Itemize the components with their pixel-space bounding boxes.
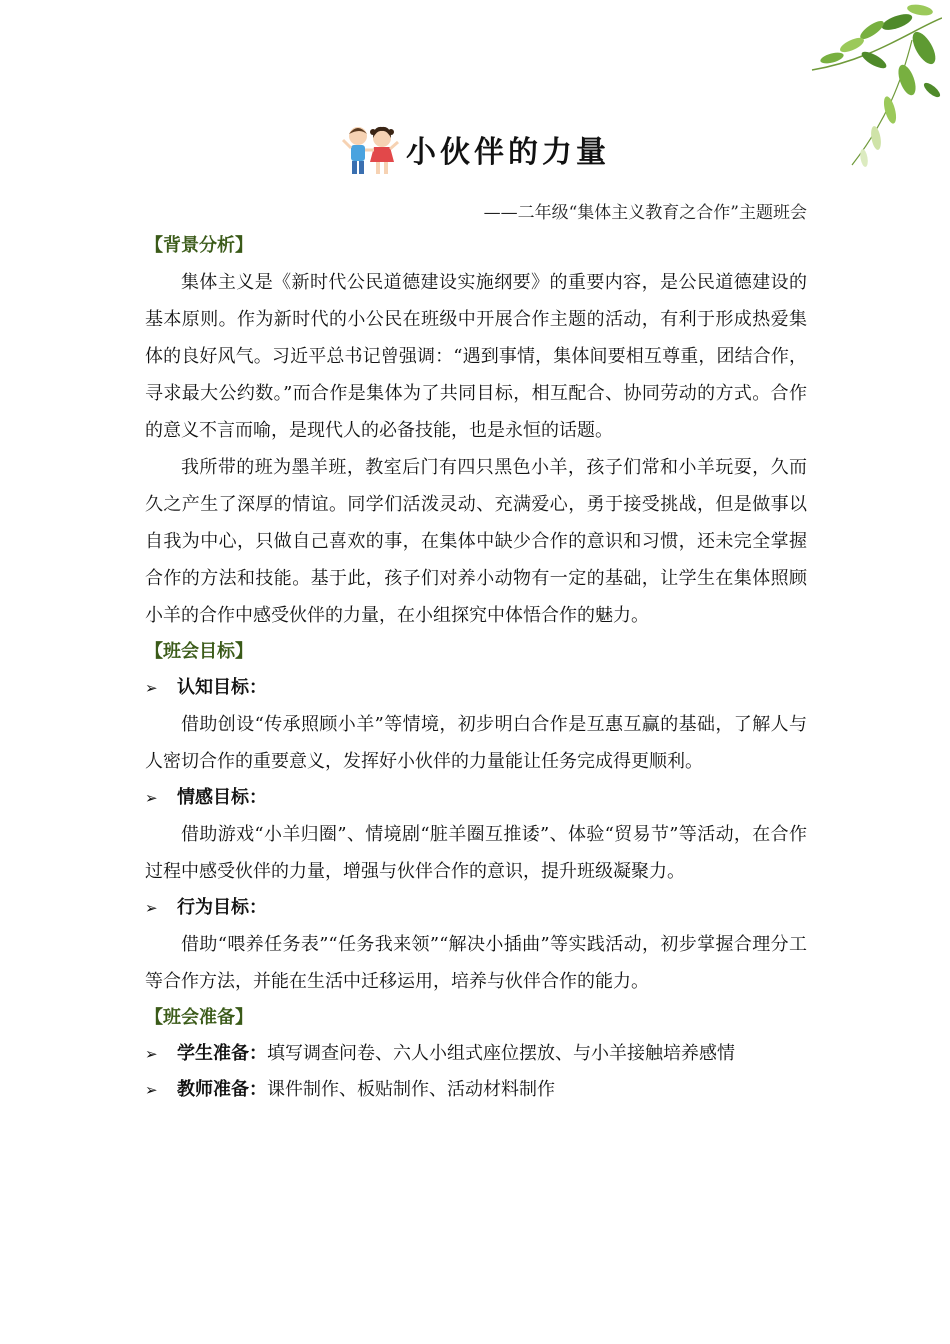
arrow-bullet-icon: ➢	[145, 679, 158, 697]
kids-illustration-icon	[340, 120, 402, 178]
prep-teacher	[145, 1072, 807, 1108]
goal-cognitive-text: 借助创设“传承照顾小羊”等情境，初步明白合作是互惠互赢的基础，了解人与人密切合作的重要意义，发挥好小伙伴的力量能让任务完成得更顺利。	[145, 714, 807, 772]
prep-teacher-text: 课件制作、板贴制作、活动材料制作	[267, 1079, 555, 1100]
page-subtitle: ——二年级“集体主义教育之合作”主题班会	[483, 203, 807, 223]
goal-emotional-text: 借助游戏“小羊归圈”、情境剧“脏羊圈互推诿”、体验“贸易节”等活动，在合作过程中感受伙伴的力量，增强与伙伴合作的意识，提升班级凝聚力。	[145, 824, 807, 882]
prep-student	[145, 1036, 807, 1072]
prep-teacher-label: 教师准备：	[177, 1079, 267, 1100]
title-block	[0, 120, 950, 182]
document-body	[145, 228, 807, 1108]
goal-behavior-text: 借助“喂养任务表”“任务我来领”“解决小插曲”等实践活动，初步掌握合理分工等合作方法，并能在生活中迁移运用，培养与伙伴合作的能力。	[145, 934, 807, 992]
goal-cognitive-label: 认知目标：	[177, 677, 267, 698]
goal-behavior	[145, 890, 807, 926]
goal-behavior-label: 行为目标：	[177, 897, 267, 918]
goal-emotional	[145, 780, 807, 816]
prep-student-text: 填写调查问卷、六人小组式座位摆放、与小羊接触培养感情	[267, 1043, 735, 1064]
background-paragraph-2: 我所带的班为墨羊班，教室后门有四只黑色小羊，孩子们常和小羊玩耍，久而久之产生了深厚的情谊。同学们活泼灵动、充满爱心，勇于接受挑战，但是做事以自我为中心，只做自己喜欢的事，在集体中缺少合作的意识和习惯，还未完全掌握合作的方法和技能。基于此，孩子们对养小动物有一定的基础，让学生在集体照顾小羊的合作中感受伙伴的力量，在小组探究中体悟合作的魅力。	[145, 457, 807, 626]
arrow-bullet-icon: ➢	[145, 789, 158, 807]
arrow-bullet-icon: ➢	[145, 1045, 158, 1063]
arrow-bullet-icon: ➢	[145, 899, 158, 917]
arrow-bullet-icon: ➢	[145, 1081, 158, 1099]
goal-emotional-label: 情感目标：	[177, 787, 267, 808]
section-heading-background: 【背景分析】	[145, 235, 253, 256]
goal-cognitive	[145, 670, 807, 706]
background-paragraph-1: 集体主义是《新时代公民道德建设实施纲要》的重要内容，是公民道德建设的基本原则。作为新时代的小公民在班级中开展合作主题的活动，有利于形成热爱集体的良好风气。习近平总书记曾强调：“遇到事情，集体间要相互尊重，团结合作，寻求最大公约数。”而合作是集体为了共同目标，相互配合、协同劳动的方式。合作的意义不言而喻，是现代人的必备技能，也是永恒的话题。	[145, 272, 807, 441]
section-heading-goals: 【班会目标】	[145, 641, 253, 662]
prep-student-label: 学生准备：	[177, 1043, 267, 1064]
section-heading-preparation: 【班会准备】	[145, 1007, 253, 1028]
page-title: 小伙伴的力量	[406, 135, 610, 170]
